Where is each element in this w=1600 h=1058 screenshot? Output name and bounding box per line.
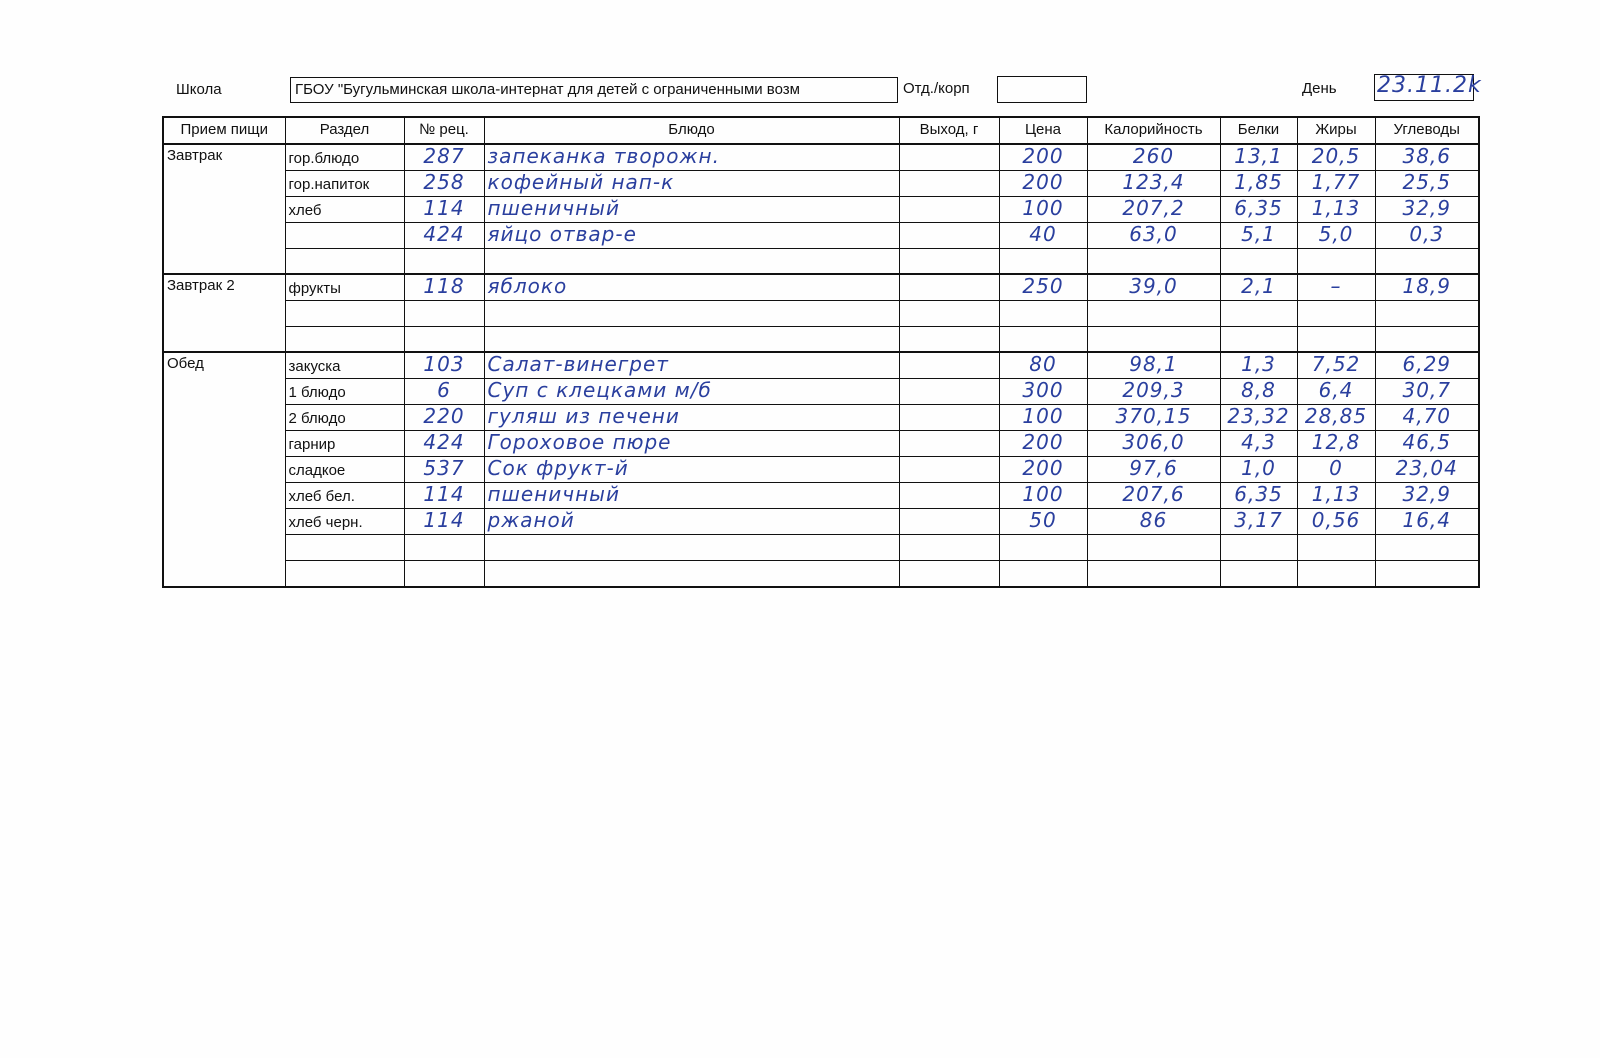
table-row bbox=[163, 170, 1479, 196]
recipe-cell bbox=[404, 274, 484, 301]
fat-cell bbox=[1297, 301, 1375, 327]
price-cell bbox=[999, 405, 1087, 431]
yield-cell bbox=[899, 301, 999, 327]
section-cell: закуска bbox=[285, 352, 404, 379]
price-handwritten: 200 bbox=[1022, 456, 1064, 481]
yield-cell bbox=[899, 222, 999, 248]
calories-handwritten: 63,0 bbox=[1129, 222, 1178, 246]
yield-cell bbox=[899, 431, 999, 457]
col-header: Прием пищи bbox=[163, 117, 285, 144]
carbs-cell bbox=[1375, 379, 1479, 405]
recipe-cell bbox=[404, 144, 484, 171]
table-row bbox=[163, 144, 1479, 171]
dept-label: Отд./корп bbox=[903, 80, 970, 97]
protein-handwritten: 8,8 bbox=[1241, 378, 1276, 403]
calories-handwritten: 97,6 bbox=[1129, 456, 1178, 481]
dish-cell bbox=[484, 196, 899, 222]
dish-cell bbox=[484, 483, 899, 509]
calories-cell bbox=[1087, 457, 1220, 483]
calories-cell bbox=[1087, 535, 1220, 561]
dish-cell bbox=[484, 222, 899, 248]
price-cell bbox=[999, 196, 1087, 222]
section-cell bbox=[285, 326, 404, 352]
recipe-handwritten: 118 bbox=[423, 274, 465, 299]
price-cell bbox=[999, 222, 1087, 248]
protein-cell bbox=[1220, 483, 1297, 509]
price-cell bbox=[999, 431, 1087, 457]
calories-handwritten: 207,2 bbox=[1122, 196, 1185, 220]
section-cell: 2 блюдо bbox=[285, 405, 404, 431]
col-header: Раздел bbox=[285, 117, 404, 144]
table-row bbox=[163, 560, 1479, 586]
price-handwritten: 200 bbox=[1022, 170, 1064, 194]
recipe-handwritten: 114 bbox=[423, 482, 465, 507]
protein-handwritten: 4,3 bbox=[1241, 430, 1276, 455]
fat-cell bbox=[1297, 196, 1375, 222]
table-header-row bbox=[163, 117, 1479, 144]
calories-cell bbox=[1087, 509, 1220, 535]
recipe-cell bbox=[404, 405, 484, 431]
fat-handwritten: 20,5 bbox=[1311, 143, 1361, 168]
price-handwritten: 50 bbox=[1029, 508, 1057, 533]
price-cell bbox=[999, 457, 1087, 483]
menu-table bbox=[162, 116, 1480, 588]
dish-handwritten: яблоко bbox=[487, 274, 568, 299]
price-cell bbox=[999, 274, 1087, 301]
dish-handwritten: яйцо отвар-е bbox=[487, 222, 637, 246]
carbs-handwritten: 23,04 bbox=[1395, 456, 1458, 481]
recipe-cell bbox=[404, 326, 484, 352]
table-row bbox=[163, 301, 1479, 327]
fat-cell bbox=[1297, 509, 1375, 535]
protein-handwritten: 6,35 bbox=[1234, 482, 1283, 507]
dish-cell bbox=[484, 301, 899, 327]
protein-handwritten: 13,1 bbox=[1234, 143, 1283, 168]
price-handwritten: 100 bbox=[1022, 196, 1064, 220]
recipe-handwritten: 258 bbox=[423, 170, 465, 194]
price-handwritten: 100 bbox=[1022, 482, 1064, 507]
table-row bbox=[163, 483, 1479, 509]
fat-handwritten: 5,0 bbox=[1318, 222, 1354, 246]
protein-handwritten: 5,1 bbox=[1241, 222, 1276, 246]
fat-cell bbox=[1297, 535, 1375, 561]
yield-cell bbox=[899, 144, 999, 171]
carbs-cell bbox=[1375, 483, 1479, 509]
fat-handwritten: 1,77 bbox=[1311, 170, 1361, 194]
recipe-handwritten: 220 bbox=[423, 404, 465, 429]
dept-field bbox=[997, 76, 1087, 103]
price-cell bbox=[999, 560, 1087, 586]
calories-cell bbox=[1087, 222, 1220, 248]
yield-cell bbox=[899, 352, 999, 379]
dish-handwritten: ржаной bbox=[487, 508, 575, 533]
col-header: Жиры bbox=[1297, 117, 1375, 144]
dish-handwritten: Суп с клецками м/б bbox=[487, 378, 712, 403]
recipe-handwritten: 114 bbox=[423, 196, 465, 220]
school-label: Школа bbox=[176, 81, 222, 98]
calories-handwritten: 209,3 bbox=[1122, 378, 1185, 403]
section-cell: гор.напиток bbox=[285, 170, 404, 196]
protein-cell bbox=[1220, 457, 1297, 483]
meal-cell: Завтрак 2 bbox=[163, 274, 285, 352]
fat-cell bbox=[1297, 379, 1375, 405]
protein-handwritten: 2,1 bbox=[1241, 274, 1276, 299]
price-handwritten: 200 bbox=[1022, 430, 1064, 455]
recipe-cell bbox=[404, 170, 484, 196]
fat-cell bbox=[1297, 457, 1375, 483]
recipe-cell bbox=[404, 560, 484, 586]
protein-handwritten: 3,17 bbox=[1234, 508, 1283, 533]
protein-cell bbox=[1220, 170, 1297, 196]
protein-cell bbox=[1220, 222, 1297, 248]
calories-cell bbox=[1087, 326, 1220, 352]
protein-cell bbox=[1220, 326, 1297, 352]
calories-handwritten: 98,1 bbox=[1129, 352, 1178, 377]
day-value: 23.11.2k bbox=[1377, 73, 1482, 98]
yield-cell bbox=[899, 326, 999, 352]
fat-cell bbox=[1297, 483, 1375, 509]
yield-cell bbox=[899, 379, 999, 405]
dish-cell bbox=[484, 170, 899, 196]
calories-cell bbox=[1087, 170, 1220, 196]
school-name-field: ГБОУ "Бугульминская школа-интернат для детей с ограниченными возм bbox=[290, 77, 898, 103]
price-handwritten: 40 bbox=[1029, 222, 1057, 246]
calories-cell bbox=[1087, 560, 1220, 586]
recipe-cell bbox=[404, 431, 484, 457]
protein-handwritten: 1,0 bbox=[1241, 456, 1276, 481]
col-header: Белки bbox=[1220, 117, 1297, 144]
calories-cell bbox=[1087, 144, 1220, 171]
dish-cell bbox=[484, 405, 899, 431]
fat-cell bbox=[1297, 560, 1375, 586]
protein-cell bbox=[1220, 560, 1297, 586]
protein-cell bbox=[1220, 352, 1297, 379]
section-cell: хлеб бел. bbox=[285, 483, 404, 509]
fat-handwritten: 6,4 bbox=[1318, 378, 1354, 403]
calories-cell bbox=[1087, 379, 1220, 405]
section-cell: гарнир bbox=[285, 431, 404, 457]
protein-cell bbox=[1220, 196, 1297, 222]
carbs-cell bbox=[1375, 222, 1479, 248]
carbs-handwritten: 32,9 bbox=[1402, 482, 1452, 507]
recipe-cell bbox=[404, 248, 484, 274]
fat-cell bbox=[1297, 352, 1375, 379]
recipe-cell bbox=[404, 379, 484, 405]
fat-handwritten: – bbox=[1330, 274, 1342, 299]
yield-cell bbox=[899, 535, 999, 561]
price-cell bbox=[999, 535, 1087, 561]
price-cell bbox=[999, 326, 1087, 352]
dish-cell bbox=[484, 560, 899, 586]
dish-handwritten: гуляш из печени bbox=[487, 404, 680, 429]
protein-cell bbox=[1220, 301, 1297, 327]
dish-cell bbox=[484, 352, 899, 379]
section-cell: гор.блюдо bbox=[285, 144, 404, 171]
carbs-cell bbox=[1375, 301, 1479, 327]
table-row bbox=[163, 509, 1479, 535]
carbs-handwritten: 16,4 bbox=[1402, 508, 1452, 533]
recipe-handwritten: 6 bbox=[437, 378, 451, 403]
recipe-cell bbox=[404, 535, 484, 561]
protein-handwritten: 23,32 bbox=[1227, 404, 1290, 429]
protein-cell bbox=[1220, 405, 1297, 431]
recipe-handwritten: 537 bbox=[423, 456, 465, 481]
col-header: Цена bbox=[999, 117, 1087, 144]
carbs-cell bbox=[1375, 509, 1479, 535]
dish-cell bbox=[484, 326, 899, 352]
protein-cell bbox=[1220, 144, 1297, 171]
recipe-cell bbox=[404, 457, 484, 483]
fat-handwritten: 0 bbox=[1329, 456, 1343, 481]
calories-handwritten: 306,0 bbox=[1122, 430, 1185, 455]
table-row bbox=[163, 222, 1479, 248]
section-cell bbox=[285, 301, 404, 327]
dish-handwritten: запеканка творожн. bbox=[487, 143, 720, 168]
carbs-cell bbox=[1375, 274, 1479, 301]
protein-cell bbox=[1220, 431, 1297, 457]
yield-cell bbox=[899, 196, 999, 222]
recipe-handwritten: 103 bbox=[423, 352, 465, 377]
price-cell bbox=[999, 170, 1087, 196]
recipe-cell bbox=[404, 509, 484, 535]
section-cell: сладкое bbox=[285, 457, 404, 483]
fat-handwritten: 7,52 bbox=[1311, 352, 1361, 377]
yield-cell bbox=[899, 483, 999, 509]
dish-handwritten: Салат-винегрет bbox=[487, 352, 669, 377]
recipe-cell bbox=[404, 352, 484, 379]
day-label: День bbox=[1302, 80, 1337, 97]
col-header: Углеводы bbox=[1375, 117, 1479, 144]
dish-cell bbox=[484, 379, 899, 405]
meal-cell: Обед bbox=[163, 352, 285, 586]
protein-cell bbox=[1220, 248, 1297, 274]
meal-cell: Завтрак bbox=[163, 144, 285, 275]
price-handwritten: 80 bbox=[1029, 352, 1057, 377]
dish-cell bbox=[484, 248, 899, 274]
yield-cell bbox=[899, 560, 999, 586]
price-cell bbox=[999, 248, 1087, 274]
section-cell bbox=[285, 560, 404, 586]
protein-cell bbox=[1220, 274, 1297, 301]
fat-handwritten: 1,13 bbox=[1311, 482, 1361, 507]
section-cell bbox=[285, 248, 404, 274]
price-cell bbox=[999, 301, 1087, 327]
price-handwritten: 100 bbox=[1022, 404, 1064, 429]
section-cell bbox=[285, 535, 404, 561]
fat-cell bbox=[1297, 326, 1375, 352]
recipe-cell bbox=[404, 222, 484, 248]
dish-cell bbox=[484, 274, 899, 301]
carbs-handwritten: 4,70 bbox=[1402, 404, 1452, 429]
yield-cell bbox=[899, 509, 999, 535]
price-cell bbox=[999, 509, 1087, 535]
protein-cell bbox=[1220, 535, 1297, 561]
recipe-cell bbox=[404, 483, 484, 509]
dish-cell bbox=[484, 509, 899, 535]
calories-handwritten: 123,4 bbox=[1122, 170, 1185, 194]
dish-handwritten: кофейный нап-к bbox=[487, 170, 675, 194]
calories-cell bbox=[1087, 431, 1220, 457]
carbs-cell bbox=[1375, 196, 1479, 222]
protein-handwritten: 1,85 bbox=[1234, 170, 1283, 194]
yield-cell bbox=[899, 274, 999, 301]
price-handwritten: 300 bbox=[1022, 378, 1064, 403]
price-cell bbox=[999, 483, 1087, 509]
calories-cell bbox=[1087, 196, 1220, 222]
col-header: Блюдо bbox=[484, 117, 899, 144]
calories-cell bbox=[1087, 352, 1220, 379]
dish-handwritten: пшеничный bbox=[487, 196, 620, 220]
carbs-handwritten: 32,9 bbox=[1402, 196, 1452, 220]
recipe-cell bbox=[404, 301, 484, 327]
dish-cell bbox=[484, 431, 899, 457]
calories-cell bbox=[1087, 405, 1220, 431]
price-cell bbox=[999, 379, 1087, 405]
carbs-cell bbox=[1375, 170, 1479, 196]
fat-handwritten: 12,8 bbox=[1311, 430, 1361, 455]
dish-handwritten: Сок фрукт-й bbox=[487, 456, 629, 481]
table-row bbox=[163, 352, 1479, 379]
fat-cell bbox=[1297, 170, 1375, 196]
protein-cell bbox=[1220, 509, 1297, 535]
table-row bbox=[163, 248, 1479, 274]
yield-cell bbox=[899, 457, 999, 483]
table-row bbox=[163, 379, 1479, 405]
fat-cell bbox=[1297, 248, 1375, 274]
calories-handwritten: 86 bbox=[1139, 508, 1168, 533]
protein-handwritten: 1,3 bbox=[1241, 352, 1276, 377]
menu-table-body bbox=[163, 144, 1479, 587]
carbs-cell bbox=[1375, 457, 1479, 483]
section-cell: 1 блюдо bbox=[285, 379, 404, 405]
dish-cell bbox=[484, 457, 899, 483]
carbs-cell bbox=[1375, 405, 1479, 431]
fat-cell bbox=[1297, 222, 1375, 248]
calories-handwritten: 207,6 bbox=[1122, 482, 1185, 507]
dish-cell bbox=[484, 535, 899, 561]
recipe-cell bbox=[404, 196, 484, 222]
fat-cell bbox=[1297, 405, 1375, 431]
carbs-handwritten: 18,9 bbox=[1402, 274, 1452, 299]
dish-cell bbox=[484, 144, 899, 171]
fat-cell bbox=[1297, 274, 1375, 301]
carbs-cell bbox=[1375, 535, 1479, 561]
calories-cell bbox=[1087, 483, 1220, 509]
recipe-handwritten: 287 bbox=[423, 143, 465, 168]
carbs-handwritten: 0,3 bbox=[1409, 222, 1445, 246]
carbs-cell bbox=[1375, 248, 1479, 274]
recipe-handwritten: 424 bbox=[423, 430, 465, 455]
carbs-handwritten: 25,5 bbox=[1402, 170, 1452, 194]
calories-cell bbox=[1087, 274, 1220, 301]
table-row bbox=[163, 405, 1479, 431]
calories-handwritten: 39,0 bbox=[1129, 274, 1178, 299]
col-header: Выход, г bbox=[899, 117, 999, 144]
fat-handwritten: 0,56 bbox=[1311, 508, 1361, 533]
price-handwritten: 250 bbox=[1022, 274, 1064, 299]
table-row bbox=[163, 196, 1479, 222]
table-row bbox=[163, 274, 1479, 301]
protein-handwritten: 6,35 bbox=[1234, 196, 1283, 220]
protein-cell bbox=[1220, 379, 1297, 405]
calories-handwritten: 260 bbox=[1132, 143, 1175, 168]
section-cell: хлеб черн. bbox=[285, 509, 404, 535]
table-row bbox=[163, 431, 1479, 457]
section-cell: фрукты bbox=[285, 274, 404, 301]
section-cell: хлеб bbox=[285, 196, 404, 222]
table-row bbox=[163, 457, 1479, 483]
carbs-handwritten: 30,7 bbox=[1402, 378, 1452, 403]
col-header: № рец. bbox=[404, 117, 484, 144]
carbs-handwritten: 38,6 bbox=[1402, 143, 1452, 168]
carbs-cell bbox=[1375, 326, 1479, 352]
carbs-cell bbox=[1375, 431, 1479, 457]
price-cell bbox=[999, 352, 1087, 379]
dish-handwritten: пшеничный bbox=[487, 482, 620, 507]
calories-cell bbox=[1087, 248, 1220, 274]
price-handwritten: 200 bbox=[1022, 143, 1064, 168]
carbs-cell bbox=[1375, 144, 1479, 171]
yield-cell bbox=[899, 170, 999, 196]
fat-handwritten: 1,13 bbox=[1311, 196, 1361, 220]
fat-handwritten: 28,85 bbox=[1304, 404, 1368, 429]
carbs-cell bbox=[1375, 560, 1479, 586]
yield-cell bbox=[899, 405, 999, 431]
section-cell bbox=[285, 222, 404, 248]
fat-cell bbox=[1297, 431, 1375, 457]
table-row bbox=[163, 535, 1479, 561]
calories-handwritten: 370,15 bbox=[1115, 404, 1192, 429]
dish-handwritten: Гороховое пюре bbox=[487, 430, 672, 455]
calories-cell bbox=[1087, 301, 1220, 327]
price-cell bbox=[999, 144, 1087, 171]
carbs-cell bbox=[1375, 352, 1479, 379]
yield-cell bbox=[899, 248, 999, 274]
carbs-handwritten: 6,29 bbox=[1402, 352, 1452, 377]
carbs-handwritten: 46,5 bbox=[1402, 430, 1452, 455]
recipe-handwritten: 424 bbox=[423, 222, 465, 246]
table-row bbox=[163, 326, 1479, 352]
col-header: Калорийность bbox=[1087, 117, 1220, 144]
fat-cell bbox=[1297, 144, 1375, 171]
recipe-handwritten: 114 bbox=[423, 508, 465, 533]
